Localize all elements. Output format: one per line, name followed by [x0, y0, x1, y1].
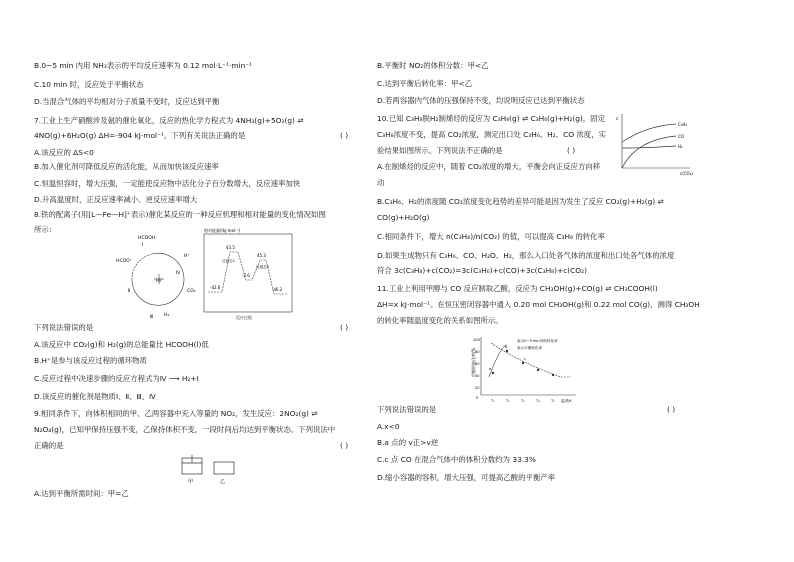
ts1-energy: 43.5	[226, 245, 235, 250]
q11-answer-paren: ( )	[667, 405, 676, 414]
q11-option-d: D.缩小容器的容积，增大压强，可提高乙酸的平衡产率	[377, 473, 556, 482]
q11-point-d	[537, 369, 539, 371]
q8-option-c: C.反应过程中决速步骤的反应方程式为Ⅳ ⟶ H₂+Ⅰ	[34, 374, 199, 383]
q11-xtick-t5: T₅	[551, 399, 555, 403]
label-hcooh: HCOOH	[138, 236, 156, 241]
q11-point-c	[522, 362, 524, 364]
q11-xtick-t2: T₂	[506, 399, 510, 403]
label-h2: H₂	[164, 313, 170, 318]
energy-profile	[204, 227, 292, 320]
label-mol-i: Ⅰ	[142, 243, 144, 248]
label-mol-ii: Ⅱ	[128, 289, 131, 294]
q11-xtick-t1: T₁	[491, 399, 495, 403]
q11-ylabel: 甲醇的转化率/%	[471, 347, 476, 377]
q9-option-a: A.达到平衡所需时间：甲=乙	[34, 489, 129, 498]
int-energy-2: -42.6	[210, 285, 221, 290]
q11-stem-line2: ΔH=x kJ·mol⁻¹。在恒压密闭容器中通入 0.20 mol CH₃OH(g)和 0.22 mol CO(g)，测得 CH₃OH	[377, 300, 700, 309]
q10-label-co: CO	[678, 134, 684, 139]
q8-option-d: D.该反应的催化剂是物质Ⅰ、Ⅱ、Ⅲ、Ⅳ	[34, 392, 156, 401]
label-jia: 甲	[188, 479, 194, 485]
q11-option-a: A.x<0	[377, 422, 400, 431]
int-energy-1: -2.6	[242, 273, 250, 278]
q11-point-b	[506, 350, 508, 352]
q11-option-b: B.a 点的 v正>v逆	[377, 438, 439, 447]
q9-stem-line1: 9.相同条件下，向体积相同的甲、乙两容器中充入等量的 NO₂，发生反应：2NO₂(g) ⇌	[34, 409, 318, 418]
q10-curve-h2	[622, 146, 676, 148]
q8-mechanism-diagram	[112, 228, 297, 320]
q11-label-a: a	[489, 367, 492, 371]
ts2-label: 过渡态2	[256, 265, 270, 269]
q11-xlabel: 温度/K	[561, 399, 572, 403]
q11-legend-1: 表示0~5 min内的转化率	[517, 339, 558, 343]
q11-conversion-chart	[461, 333, 601, 405]
q9-stem-line3: 正确的是	[34, 441, 64, 450]
q8-stem-line1: 8.铁的配离子(用[L—Fe—H]⁺表示)催化某反应的一种反应机理和相对能量的变化情况如图	[34, 210, 326, 219]
q11-option-c: C.c 点 CO 在混合气体中的体积分数约为 33.3%	[377, 455, 536, 464]
q6-option-c: C.10 min 时，反应处于平衡状态	[34, 80, 144, 89]
q11-stem-line1: 11.工业上利用甲醇与 CO 反应制取乙酸，反应为 CH₃OH(g)+CO(g) ⇌ CH₃COOH(l)	[377, 284, 658, 293]
q11-legend-2: 表示平衡转化率	[517, 346, 543, 350]
q10-xlabel: c(CO₂)	[680, 171, 693, 176]
q9-stem-line2: N₂O₄(g)，已知甲保持压强不变，乙保持体积不变，一段时间后均达到平衡状态。下列说法中	[34, 425, 336, 434]
q10-label-h2: H₂	[678, 144, 683, 149]
q10-answer-paren: ( )	[567, 146, 576, 155]
q11-ytick-80: 80	[475, 350, 480, 354]
label-mol-iii: Ⅲ	[150, 315, 154, 320]
label-hcoo: HCOO⁻	[116, 259, 133, 264]
q6-option-d: D.当混合气体的平均相对分子质量不变时，反应达到平衡	[34, 97, 220, 106]
q10-option-c: C.相同条件下，增大 n(C₃H₈)/n(CO₂) 的值，可以提高 C₃H₈ 的转化率	[377, 232, 605, 241]
q9-option-c: C.达到平衡后转化率：甲<乙	[377, 79, 473, 88]
q10-curve-c3h6	[622, 124, 676, 142]
label-mol-iv: Ⅳ	[176, 271, 181, 276]
label-h-plus: H⁺	[184, 254, 190, 259]
q11-ytick-60: 60	[475, 362, 480, 366]
q9-containers-diagram	[178, 455, 240, 485]
q10-ylabel: c	[616, 117, 619, 122]
q10-label-c3h6: C₃H₆	[678, 122, 688, 127]
q10-stem-line3: 验结果如图所示。下列说法不正确的是	[377, 146, 503, 155]
q11-ytick-100: 100	[473, 338, 480, 342]
int-energy-3: -46.2	[272, 287, 283, 292]
q10-option-b-line1: B.C₃H₆、H₂的浓度随 CO₂浓度变化趋势的差异可能是因为发生了反应 CO₂(g)+H₂(g) ⇌	[377, 197, 664, 206]
ts1-label: 过渡态1	[222, 259, 236, 263]
q11-ytick-20: 20	[475, 386, 480, 390]
q9-option-d: D.若两容器内气体的压强保持不变，均说明反应已达到平衡状态	[377, 96, 585, 105]
q7-answer-paren: ( )	[340, 131, 349, 140]
q11-ytick-40: 40	[475, 374, 480, 378]
q11-rate-curve	[489, 345, 507, 377]
q10-option-a-line1: A.在制烯烃的反应中，随着 CO₂浓度的增大，平衡会向正反应方向移	[377, 162, 601, 171]
q8-stem-line2: 所示：	[34, 225, 57, 234]
q6-option-b: B.0~5 min 内用 NH₃表示的平均反应速率为 0.12 mol·L⁻¹·min⁻¹	[34, 61, 253, 70]
q7-option-b: B.加入催化剂可降低反应的活化能，从而加快该反应速率	[34, 162, 219, 171]
q11-ytick-0: 0	[476, 396, 479, 400]
q10-stem-line1: 10.已知 C₃H₈脱H₂制烯烃的反应为 C₃H₈(g) ⇌ C₃H₆(g)+H₂(g)，固定	[377, 114, 605, 123]
q11-point-e	[552, 374, 554, 376]
q7-option-a: A.该反应的 ΔS<0	[34, 148, 94, 157]
label-yi: 乙	[220, 479, 226, 485]
q11-xtick-t3: T₃	[521, 399, 525, 403]
q11-label-c: c	[524, 357, 526, 361]
ts2-energy: 45.3	[257, 253, 266, 258]
q10-stem-line2: C₃H₈浓度不变，提高 CO₂浓度，测定出口处 C₃H₆、H₂、CO 浓度，实	[377, 130, 606, 139]
label-co2: CO₂	[187, 289, 196, 294]
q10-option-d-line2: 符合 3c(C₃H₈)+c(CO₂)=3c(C₃H₆)+c(CO)+3c(C₃H₈)+c(CO₂)	[377, 266, 587, 275]
q7-stem-line2: 4NO(g)+6H₂O(g) ΔH=-904 kJ·mol⁻¹。下列有关说法正确的是	[34, 131, 246, 140]
energy-axis-label: 相对能量/(kJ·mol⁻¹)	[204, 228, 241, 233]
q8-question: 下列说法错误的是	[34, 323, 94, 332]
q11-label-b: b	[505, 345, 508, 349]
q7-stem-line1: 7.工业上生产硝酸涉及氨的催化氧化，反应的热化学方程式为 4NH₃(g)+5O₂(g) ⇌	[34, 116, 304, 125]
q7-option-d: D.升高温度时，正反应速率减小、逆反应速率增大	[34, 195, 198, 204]
q10-concentration-chart	[616, 112, 696, 176]
q7-option-c: C.恒温恒容时，增大压强，一定能使反应物中活化分子百分数增大，反应速率加快	[34, 179, 301, 188]
q11-stem-line3: 的转化率随温度变化的关系如图所示。	[377, 316, 503, 325]
q10-option-b-line2: CO(g)+H₂O(g)	[377, 213, 430, 222]
label-fe-center: Fe	[156, 279, 162, 284]
q11-xtick-t4: T₄	[536, 399, 540, 403]
q10-curve-co	[622, 136, 676, 168]
q10-option-a-line2: 动	[377, 178, 385, 187]
q9-answer-paren: ( )	[340, 441, 349, 450]
q8-option-a: A.该反应中 CO₂(g)和 H₂(g)的总能量比 HCOOH(l)低	[34, 340, 209, 349]
container-yi	[214, 462, 234, 474]
q11-question: 下列说法错误的是	[377, 405, 437, 414]
q9-option-b: B.平衡时 NO₂的体积分数：甲<乙	[377, 61, 489, 70]
reaction-coordinate-label: 反应过程	[236, 315, 252, 320]
q8-answer-paren: ( )	[340, 323, 349, 332]
q11-point-a	[492, 372, 494, 374]
q10-option-d-line1: D.如果生成物只有 C₃H₆、CO、H₂O、H₂，那么入口处各气体的浓度和出口处各气体的浓度	[377, 251, 675, 260]
q8-option-b: B.H⁺是参与该反应过程的循环物质	[34, 356, 147, 365]
